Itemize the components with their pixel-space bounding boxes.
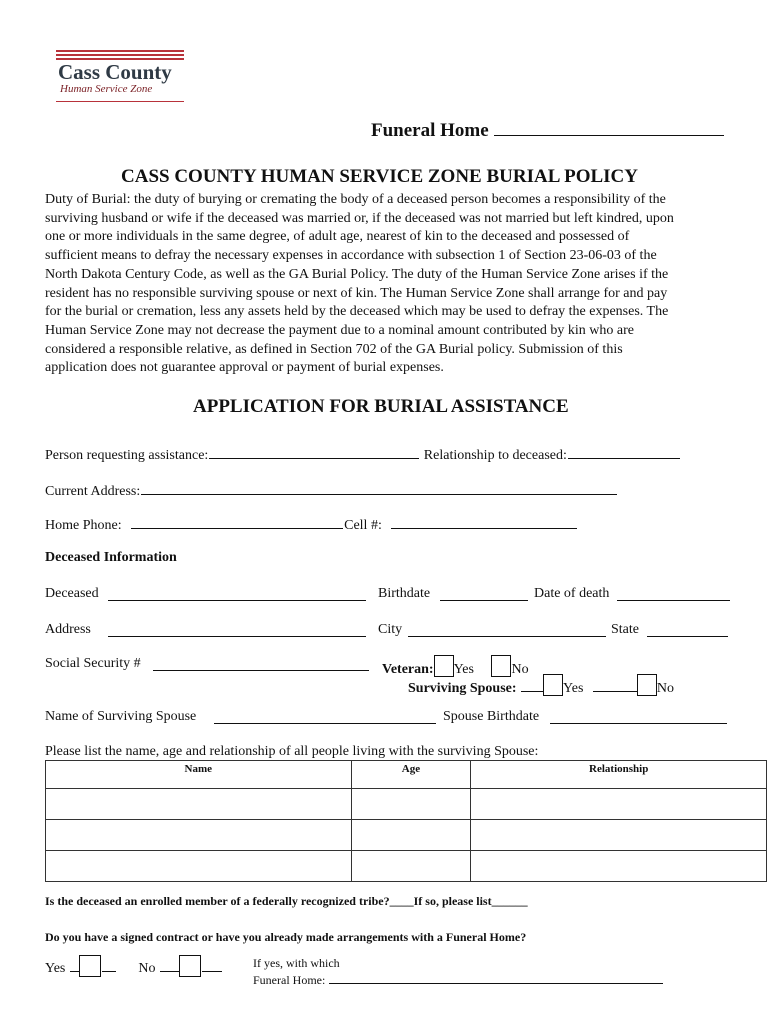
policy-line: Human Service Zone may not decrease the payment due to a nominal amount contributed by kin who are xyxy=(45,322,634,338)
person-requesting-input[interactable] xyxy=(209,444,419,459)
contract-yes-checkbox[interactable] xyxy=(79,955,101,977)
relationship-cell[interactable] xyxy=(471,789,767,820)
contract-no-blank-left xyxy=(160,957,180,972)
policy-line: application does not guarantee approval or payment of burial expenses. xyxy=(45,360,444,376)
policy-title: CASS COUNTY HUMAN SERVICE ZONE BURIAL POLICY xyxy=(121,166,638,187)
home-phone-input[interactable] xyxy=(131,514,343,529)
age-cell[interactable] xyxy=(351,820,471,851)
spouse-yes-blank xyxy=(521,677,543,692)
table-row xyxy=(46,851,767,882)
deceased-address-label: Address xyxy=(45,622,91,637)
requester-row xyxy=(45,444,681,464)
veteran-no-label: No xyxy=(511,662,529,677)
birthdate-input[interactable] xyxy=(440,586,528,601)
city-input[interactable] xyxy=(408,622,606,637)
policy-line: Duty of Burial: the duty of burying or cremating the body of a deceased person becomes a responsibility of the xyxy=(45,192,666,207)
column-header-age: Age xyxy=(351,761,471,789)
contract-question: Do you have a signed contract or have you already made arrangements with a Funeral Home? xyxy=(45,930,527,944)
table-row xyxy=(46,820,767,851)
funeral-home-name-label: Funeral Home: xyxy=(253,973,326,987)
relationship-cell[interactable] xyxy=(471,851,767,882)
ssn-label: Social Security # xyxy=(45,656,141,671)
date-of-death-input[interactable] xyxy=(617,586,730,601)
policy-line: North Dakota Century Code, as well as the GA Burial Policy. The duty of the Human Service Zone arises if the xyxy=(45,266,669,282)
city-label: City xyxy=(378,622,403,637)
funeral-home-name-input[interactable] xyxy=(329,971,663,984)
contract-no-label: No xyxy=(138,961,156,976)
contract-yes-label: Yes xyxy=(45,961,66,976)
household-prompt: Please list the name, age and relationship of all people living with the surviving Spouse: xyxy=(45,744,539,759)
date-of-death-label: Date of death xyxy=(534,586,610,601)
policy-line: one or more individuals in the same degree, of adult age, nearest of kin to the deceased and possessed of xyxy=(45,229,630,245)
relationship-input[interactable] xyxy=(568,444,680,459)
spouse-yes-label: Yes xyxy=(563,681,584,696)
deceased-label: Deceased xyxy=(45,586,99,601)
current-address-label: Current Address: xyxy=(45,484,141,499)
contract-no-checkbox[interactable] xyxy=(179,955,201,977)
spouse-no-blank xyxy=(593,677,637,692)
column-header-relationship: Relationship xyxy=(471,761,767,789)
spouse-name-label: Name of Surviving Spouse xyxy=(45,709,197,724)
surviving-spouse-label: Surviving Spouse: xyxy=(408,681,517,696)
spouse-yes-checkbox[interactable] xyxy=(543,674,563,696)
cell-label: Cell #: xyxy=(344,518,382,533)
funeral-home-field xyxy=(371,118,725,142)
relationship-cell[interactable] xyxy=(471,820,767,851)
spouse-name-input[interactable] xyxy=(214,709,436,724)
person-requesting-label: Person requesting assistance: xyxy=(45,448,209,463)
contract-yes-blank-right xyxy=(102,957,116,972)
spouse-no-label: No xyxy=(656,681,675,696)
policy-line: for the burial or cremation, less any assets held by the deceased which may be used to defray the expenses. The xyxy=(45,304,669,320)
funeral-home-name-row xyxy=(253,971,664,988)
funeral-home-input[interactable] xyxy=(494,118,724,136)
current-address-input[interactable] xyxy=(141,480,617,495)
name-cell[interactable] xyxy=(46,789,352,820)
funeral-home-label: Funeral Home xyxy=(371,120,489,141)
household-table xyxy=(45,760,767,882)
phone-row xyxy=(45,514,578,534)
logo-title: Cass County xyxy=(58,60,172,84)
name-cell[interactable] xyxy=(46,851,352,882)
deceased-name-input[interactable] xyxy=(108,586,366,601)
deceased-address-input[interactable] xyxy=(108,622,366,637)
spouse-birthdate-label: Spouse Birthdate xyxy=(443,709,540,724)
application-title: APPLICATION FOR BURIAL ASSISTANCE xyxy=(193,396,569,417)
policy-line: resident has no responsible surviving spouse or next of kin. The Human Service Zone shall arrange for and pay xyxy=(45,285,668,301)
cell-input[interactable] xyxy=(391,514,577,529)
policy-line: surviving husband or wife if the deceased was married or, if the deceased was not married but left kindred, upon xyxy=(45,210,674,226)
column-header-name: Name xyxy=(46,761,352,789)
cass-county-logo xyxy=(56,50,184,106)
birthdate-label: Birthdate xyxy=(378,586,431,601)
name-cell[interactable] xyxy=(46,820,352,851)
deceased-heading: Deceased Information xyxy=(45,550,177,565)
relationship-label: Relationship to deceased: xyxy=(423,448,567,463)
tribe-question: Is the deceased an enrolled member of a federally recognized tribe?____If so, please list______ xyxy=(45,894,528,908)
ssn-input[interactable] xyxy=(153,656,369,671)
policy-line: sufficient means to defray the necessary expenses in accordance with subsection 1 of Section 23-06-03 of the xyxy=(45,248,657,264)
policy-line: considered a responsible relative, as defined in Section 702 of the GA Burial policy. Submission of this xyxy=(45,341,623,357)
address-row xyxy=(45,480,618,500)
state-input[interactable] xyxy=(647,622,728,637)
veteran-yes-label: Yes xyxy=(453,662,474,677)
policy-text xyxy=(45,191,674,378)
age-cell[interactable] xyxy=(351,789,471,820)
logo-subtitle: Human Service Zone xyxy=(60,83,153,95)
table-row xyxy=(46,789,767,820)
home-phone-label: Home Phone: xyxy=(45,518,122,533)
table-header-row xyxy=(46,761,767,789)
veteran-label: Veteran: xyxy=(382,662,434,677)
spouse-birthdate-input[interactable] xyxy=(550,709,727,724)
contract-no-blank-right xyxy=(202,957,222,972)
if-yes-text: If yes, with which xyxy=(253,956,340,970)
age-cell[interactable] xyxy=(351,851,471,882)
contract-answer-row xyxy=(45,955,223,977)
state-label: State xyxy=(611,622,639,637)
surviving-spouse-row xyxy=(408,674,674,697)
if-yes-block xyxy=(253,956,664,988)
spouse-no-checkbox[interactable] xyxy=(637,674,657,696)
